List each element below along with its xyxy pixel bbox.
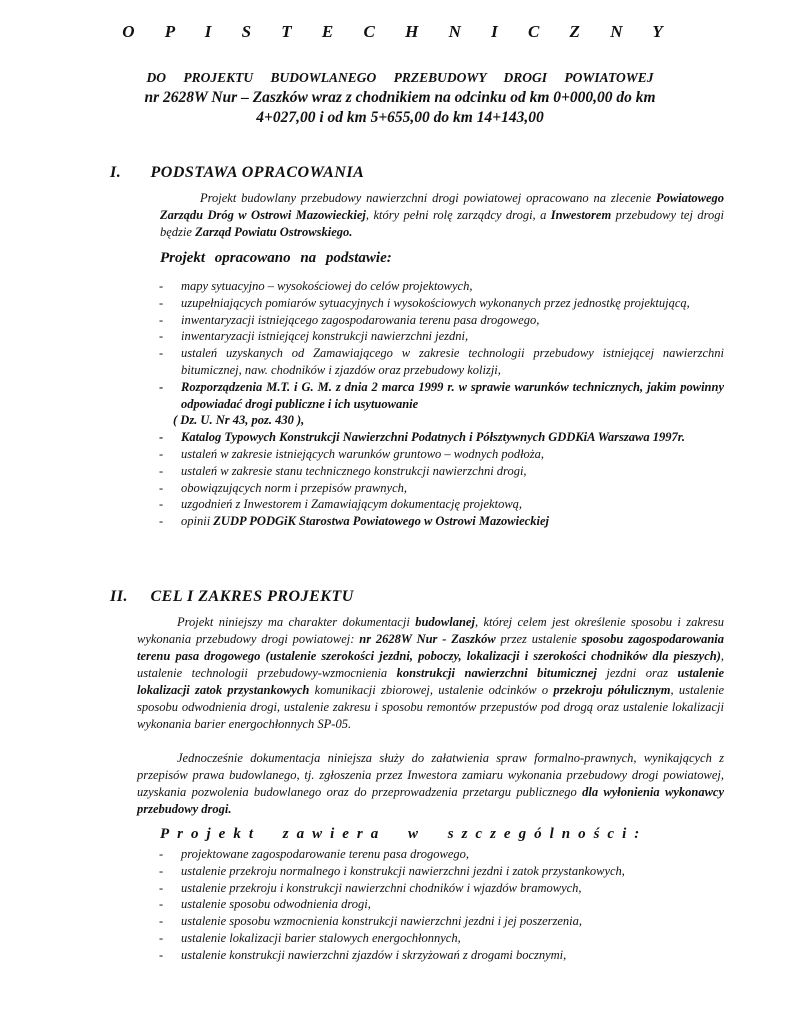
section-1-heading (110, 164, 364, 182)
text-bold: ustalenie lokalizacji zatok przystankowych (137, 666, 724, 697)
list-item: - uzupełniających pomiarów sytuacyjnych i wysokościowych wykonanych przez jednostkę projektującą, (157, 295, 724, 312)
text: przez ustalenie (495, 632, 582, 646)
text: Projekt budowlany przebudowy nawierzchni drogi powiatowej opracowano na zlecenie (200, 191, 656, 205)
subtitle-line-1: DO PROJEKTU BUDOWLANEGO PRZEBUDOWY DROGI POWIATOWEJ (146, 70, 654, 85)
text-bold: przekroju półulicznym (553, 683, 671, 697)
list-item: - inwentaryzacji istniejącej konstrukcji nawierzchni jezdni, (157, 328, 724, 345)
subtitle-line-3: 4+027,00 i od km 5+655,00 do km 14+143,00 (256, 109, 544, 126)
text-bold: Powiatowego Zarządu Dróg w Ostrowi Mazowieckiej (160, 191, 724, 222)
section-2-subheading: Projekt zawiera w szczególności: (160, 826, 648, 842)
text-bold: ZUDP PODGiK Starostwa Powiatowego w Ostrowi Mazowieckiej (213, 514, 549, 529)
text: jezdni oraz (596, 666, 678, 680)
section-1-paragraph (160, 190, 724, 241)
section-1-number: I. (110, 164, 122, 181)
list-item: - ustalenie sposobu wzmocnienia konstrukcji nawierzchni jezdni i jej poszerzenia, (157, 913, 724, 930)
list-item: - projektowane zagospodarowanie terenu pasa drogowego, (157, 846, 724, 863)
text-bold: Inwestorem (550, 208, 612, 222)
subtitle-line-2: nr 2628W Nur – Zaszków wraz z chodnikiem na odcinku od km 0+000,00 do km (144, 89, 656, 106)
list-item: - obowiązujących norm i przepisów prawnych, (157, 480, 724, 497)
text: opinii (181, 514, 214, 529)
section-2-heading (110, 588, 354, 606)
text-bold: nr 2628W Nur - Zaszków (359, 632, 496, 646)
section-2-number: II. (110, 588, 128, 605)
text: przebudowy tej drogi będzie (160, 208, 724, 239)
list-item-opinion (157, 513, 724, 530)
text: , który pełni rolę zarządcy drogi, a (365, 208, 551, 222)
scope-list (157, 846, 724, 964)
regulation-ref: ( Dz. U. Nr 43, poz. 430 ), (173, 413, 305, 428)
list-item: - uzgodnień z Inwestorem i Zamawiającym dokumentację projektową, (157, 496, 724, 513)
list-item: - ustalenie przekroju i konstrukcji nawierzchni chodników i wjazdów bramowych, (157, 880, 724, 897)
list-item: - ustaleń w zakresie stanu technicznego konstrukcji nawierzchni drogi, (157, 463, 724, 480)
list-item: - ustalenie lokalizacji barier stalowych energochłonnych, (157, 930, 724, 947)
list-item: - ustaleń w zakresie istniejących warunków gruntowo – wodnych podłoża, (157, 446, 724, 463)
section-1-subheading: Projekt opracowano na podstawie: (160, 250, 392, 266)
basis-list (157, 278, 724, 530)
document-subtitle (120, 68, 680, 128)
list-item: - ustaleń uzyskanych od Zamawiającego w zakresie technologii przebudowy istniejącej nawierzchni bitumicznej, naw. chodników i zjazdów oraz przebudowy kolizji, (157, 345, 724, 379)
text: , ustalenie sposobu odwodnienia drogi, ustalenie zakresu i sposobu remontów przepustów pod drogą oraz ustalenie lokalizacji wykonania barier energochłonnych SP-05. (137, 683, 724, 731)
list-item-catalog: - Katalog Typowych Konstrukcji Nawierzchni Podatnych i Półsztywnych GDDKiA Warszawa 1997r. (157, 429, 724, 446)
list-item: - inwentaryzacji istniejącego zagospodarowania terenu pasa drogowego, (157, 312, 724, 329)
text-bold: budowlanej (415, 615, 475, 629)
document-title: O P I S T E C H N I C Z N Y (122, 22, 669, 41)
section-2-paragraph-2 (137, 750, 724, 818)
list-item: - ustalenie sposobu odwodnienia drogi, (157, 896, 724, 913)
list-item: - ustalenie przekroju normalnego i konstrukcji nawierzchni jezdni i zatok przystankowych, (157, 863, 724, 880)
text: Projekt niniejszy ma charakter dokumentacji (177, 615, 416, 629)
text-bold: sposobu zagospodarowania terenu pasa drogowego (ustalenie szerokości jezdni, poboczy, lokalizacji i szerokości chodników dla pieszych) (137, 632, 724, 663)
section-2-paragraph-1 (137, 614, 724, 733)
text: , ustalenie technologii przebudowy-wzmocnienia (137, 649, 724, 680)
section-2-title: CEL I ZAKRES PROJEKTU (150, 588, 354, 605)
regulation-text: Rozporządzenia M.T. i G. M. z dnia 2 marca 1999 r. w sprawie warunków technicznych, jakim powinny odpowiadać drogi publiczne i ich usytuowanie (181, 379, 724, 411)
section-1-title: PODSTAWA OPRACOWANIA (150, 164, 365, 181)
text: Jednocześnie dokumentacja niniejsza służy do załatwienia spraw formalno-prawnych, wynikających z przepisów prawa budowlanego, tj. zgłoszenia przez Inwestora zamiaru wykonania przebudowy drogi powiatowej, uzyskania pozwolenia budowlanego oraz do przeprowadzenia przetargu publicznego (137, 751, 724, 799)
text-bold: Zarząd Powiatu Ostrowskiego. (195, 225, 353, 239)
text: , której celem jest określenie sposobu i zakresu wykonania przebudowy drogi powiatowej: (137, 615, 724, 646)
text: komunikacji zbiorowej, ustalenie odcinków o (309, 683, 554, 697)
list-item-regulation (157, 379, 724, 429)
text-bold: konstrukcji nawierzchni bitumicznej (396, 666, 597, 680)
text-bold: dla wyłonienia wykonawcy przebudowy drogi. (137, 785, 724, 816)
list-item: - ustalenie konstrukcji nawierzchni zjazdów i skrzyżowań z drogami bocznymi, (157, 947, 724, 964)
list-item: - mapy sytuacyjno – wysokościowej do celów projektowych, (157, 278, 724, 295)
